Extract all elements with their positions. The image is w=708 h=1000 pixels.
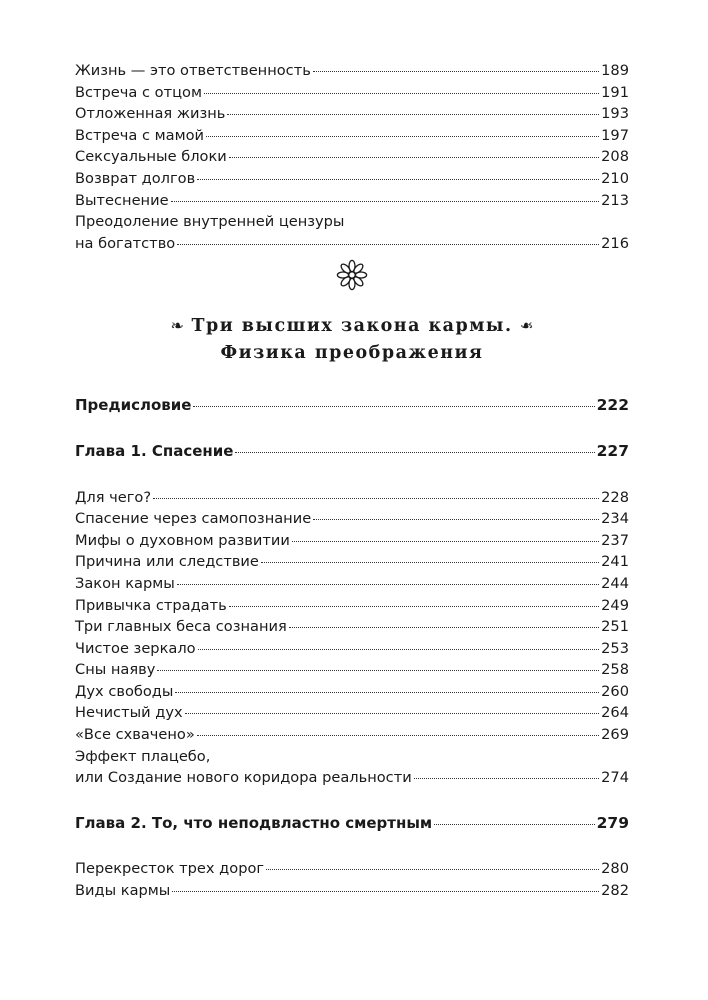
dot-leader [292, 541, 599, 542]
toc-entry: Встреча с мамой 197 [75, 125, 629, 147]
toc-entry: Жизнь — это ответственность 189 [75, 60, 629, 82]
dot-leader [313, 71, 599, 72]
page-number: 191 [601, 83, 629, 101]
page-number: 282 [601, 882, 629, 900]
page-number: 189 [601, 62, 629, 79]
toc-entry-chapter: Глава 2. То, что неподвластно смертным 279 [75, 813, 629, 835]
toc-group-1 [75, 60, 629, 254]
page-number: 222 [596, 396, 629, 415]
toc-entry-chapter: Глава 1. Спасение 227 [75, 441, 629, 463]
toc-entry: Виды кармы 282 [75, 880, 629, 902]
page-number: 258 [601, 661, 629, 679]
page-number: 237 [601, 531, 629, 549]
left-ornament-icon: ❧ [170, 316, 184, 336]
toc-page [75, 60, 629, 902]
page-number: 274 [601, 769, 629, 787]
toc-entry-line1: Преодоление внутренней цензуры [75, 213, 345, 231]
toc-group-3 [75, 858, 629, 901]
toc-entry: Сны наяву 258 [75, 659, 629, 681]
toc-entry: Перекресток трех дорог 280 [75, 858, 629, 880]
right-ornament-icon: ❧ [520, 316, 534, 336]
toc-entry: Встреча с отцом 191 [75, 82, 629, 104]
flower-ornament-icon [75, 258, 629, 298]
dot-leader [229, 606, 599, 607]
toc-entry: Возврат долгов 210 [75, 168, 629, 190]
page-number: 234 [601, 510, 629, 528]
dot-leader [153, 498, 599, 499]
toc-entry: Нечистый дух 264 [75, 702, 629, 724]
toc-entry: Закон кармы 244 [75, 573, 629, 595]
toc-entry: Для чего? 228 [75, 487, 629, 509]
dot-leader [261, 562, 599, 563]
page-number: 228 [601, 488, 629, 506]
toc-entry: Вытеснение 213 [75, 190, 629, 212]
page-number: 208 [601, 148, 629, 166]
toc-entry: Три главных беса сознания 251 [75, 616, 629, 638]
dot-leader [414, 778, 599, 779]
dot-leader [229, 157, 599, 158]
dot-leader [206, 136, 599, 137]
dot-leader [172, 891, 599, 892]
page-number: 264 [601, 704, 629, 722]
section-heading-line2: Физика преображения [220, 343, 484, 364]
dot-leader [177, 244, 599, 245]
toc-entry: Привычка страдать 249 [75, 595, 629, 617]
dot-leader [197, 735, 599, 736]
page-number: 249 [601, 596, 629, 614]
page-number: 280 [601, 860, 629, 878]
toc-entry: Спасение через самопознание 234 [75, 508, 629, 530]
toc-entry-line1: Эффект плацебо, [75, 747, 211, 765]
toc-entry: Дух свободы 260 [75, 681, 629, 703]
dot-leader [171, 201, 600, 202]
toc-entry: Мифы о духовном развитии 237 [75, 530, 629, 552]
dot-leader [197, 179, 599, 180]
section-heading-line1: Три высших закона кармы. [191, 316, 513, 337]
dot-leader [434, 824, 594, 825]
page-number: 244 [601, 574, 629, 592]
toc-entry: Причина или следствие 241 [75, 551, 629, 573]
dot-leader [157, 670, 599, 671]
dot-leader [289, 627, 599, 628]
page-number: 193 [601, 105, 629, 123]
toc-entry: Сексуальные блоки 208 [75, 146, 629, 168]
toc-entry: «Все схвачено» 269 [75, 724, 629, 746]
dot-leader [266, 869, 599, 870]
dot-leader [227, 114, 599, 115]
page-number: 260 [601, 682, 629, 700]
dot-leader [177, 584, 599, 585]
page-number: 213 [601, 191, 629, 209]
section-heading [75, 312, 629, 367]
page-number: 216 [601, 234, 629, 252]
page-number: 279 [596, 813, 629, 832]
toc-entry-preface: Предисловие 222 [75, 395, 629, 417]
page-number: 251 [601, 618, 629, 636]
page-number: 241 [601, 553, 629, 571]
dot-leader [204, 93, 599, 94]
toc-entry: на богатство 216 [75, 233, 629, 255]
page-number: 210 [601, 169, 629, 187]
dot-leader [198, 649, 600, 650]
page-number: 227 [596, 441, 629, 460]
page-number: 197 [601, 126, 629, 144]
dot-leader [235, 452, 594, 453]
toc-group-2 [75, 487, 629, 789]
dot-leader [185, 713, 600, 714]
dot-leader [193, 406, 594, 407]
dot-leader [175, 692, 599, 693]
page-number: 253 [601, 639, 629, 657]
toc-entry: Чистое зеркало 253 [75, 638, 629, 660]
toc-entry: или Создание нового коридора реальности 274 [75, 767, 629, 789]
page-number: 269 [601, 726, 629, 744]
dot-leader [313, 519, 599, 520]
toc-entry: Отложенная жизнь 193 [75, 103, 629, 125]
